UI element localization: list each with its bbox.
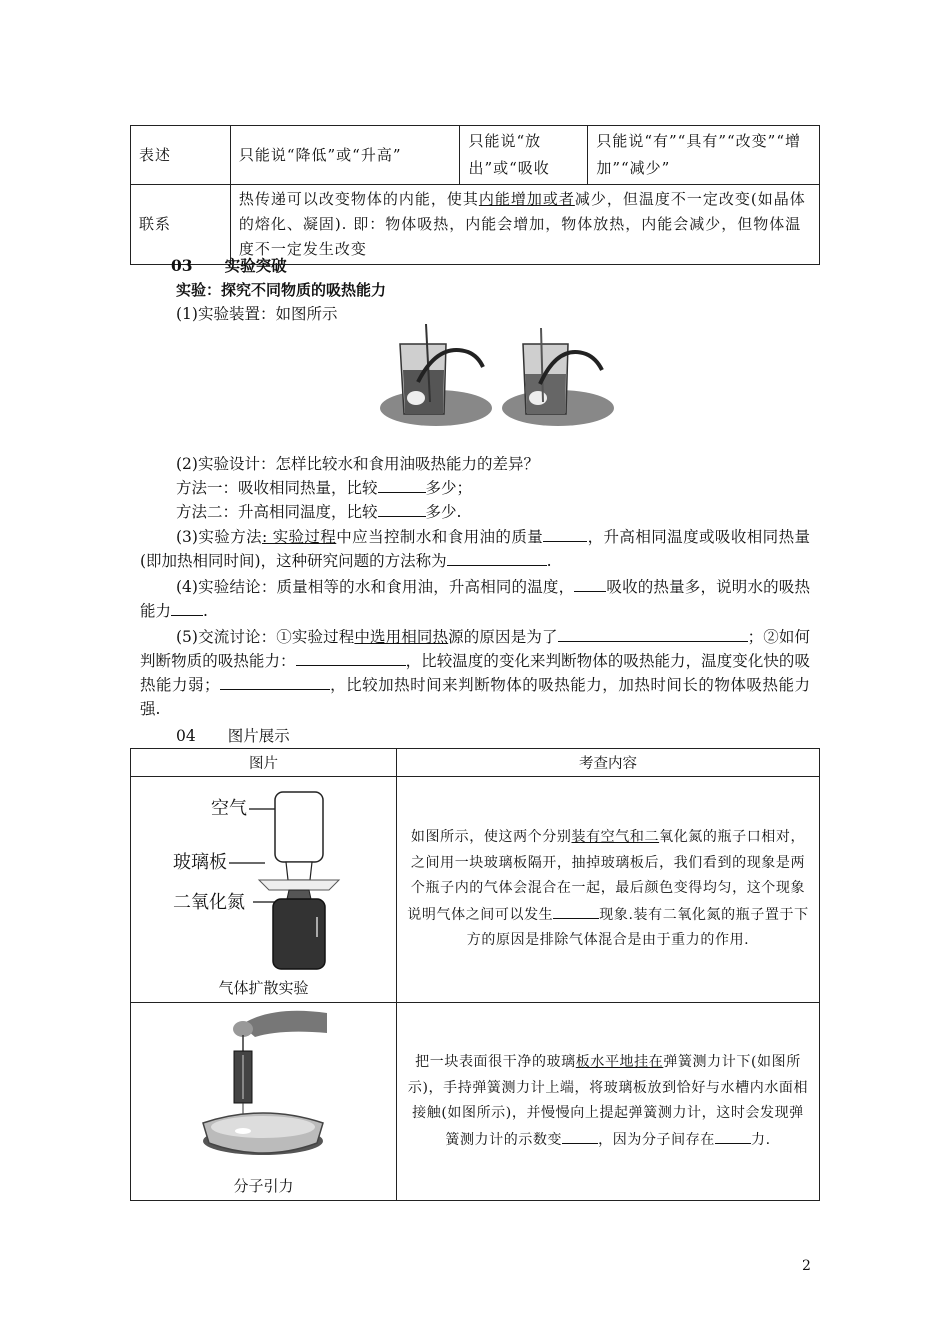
table-row [131,185,820,265]
relation-text: 热传递可以改变物体的内能，使其内能增加或者减少，但温度不一定改变(如晶体的熔化、凝固). 即：物体吸热，内能会增加，物体放热，内能会减少，但物体温度不一定发生改变 [230,185,819,265]
attraction-description: 把一块表面很干净的玻璃板水平地挂在弹簧测力计下(如图所示)，手持弹簧测力计上端，将玻璃板放到恰好与水槽内水面相接触(如图所示)，并慢慢向上提起弹簧测力计，这时会发现弹簧测力计的示数变 ，因为分子间存在 力. [396,1003,819,1201]
cell-internal-energy: 只能说“有”“具有”“改变”“增加”“减少” [588,126,820,185]
answer-blank [171,599,203,616]
answer-blank [447,549,547,566]
method-1: 方法一：吸收相同热量，比较 多少； [176,476,472,500]
table-row [131,1003,820,1201]
row-label-relation: 联系 [131,185,231,265]
header-image: 图片 [131,749,397,777]
label-nitrogen-dioxide: 二氧化氮 [173,892,245,913]
row-label-expression: 表述 [131,126,231,185]
answer-blank [562,1127,598,1144]
image-table [130,748,820,1201]
item-4: (4)实验结论：质量相等的水和食用油，升高相同的温度， 吸收的热量多，说明水的吸热能力 . [140,575,810,623]
cell-temperature: 只能说“降低”或“升高” [230,126,460,185]
item-5: (5)交流讨论：①实验过程中选用相同热源的原因是为了 ；②如何判断物质的吸热能力： ，比较温度的变化来判断物体的吸热能力，温度变化快的吸热能力弱； ，比较加热时间来判断物体的吸热能力，加热时间长的物体吸热能力强. [140,625,810,721]
comparison-table [130,125,820,265]
table-row [131,777,820,1003]
table-header-row [131,749,820,777]
answer-blank [378,500,426,517]
diffusion-image-cell [131,777,397,1003]
diffusion-description: 如图所示，使这两个分别装有空气和二氧化氮的瓶子口相对，之间用一块玻璃板隔开，抽掉玻璃板后，我们看到的现象是两个瓶子内的气体会混合在一起，最后颜色变得均匀，这个现象说明气体之间可以发生 现象.装有二氧化氮的瓶子置于下方的原因是排除气体混合是由于重力的作用. [396,777,819,1003]
answer-blank [574,575,606,592]
answer-blank [715,1127,751,1144]
item-1: (1)实验装置：如图所示 [176,305,338,323]
section-heading: 04 图片展示 [176,727,290,745]
gas-diffusion-image [131,777,395,973]
attraction-image-cell [131,1003,397,1201]
answer-blank [296,649,406,666]
beaker-apparatus-image [378,322,618,432]
method-2: 方法二：升高相同温度，比较 多少. [176,500,461,524]
answer-blank [543,525,587,542]
answer-blank [558,625,748,642]
table-row [131,126,820,185]
experiment-title: 实验：探究不同物质的吸热能力 [176,281,387,299]
label-air: 空气 [211,798,247,819]
item-2: (2)实验设计：怎样比较水和食用油吸热能力的差异？ [176,455,539,473]
molecular-attraction-image [131,1003,395,1173]
item-3: (3)实验方法: 实验过程中应当控制水和食用油的质量 ，升高相同温度或吸收相同热量(即加热相同时间)，这种研究问题的方法称为 . [140,525,810,573]
label-glass-plate: 玻璃板 [173,852,227,873]
answer-blank [553,902,599,919]
page-number: 2 [802,1258,811,1274]
diffusion-caption: 气体扩散实验 [218,979,309,997]
attraction-caption: 分子引力 [233,1177,294,1195]
answer-blank [378,476,426,493]
section-heading: 03 实验突破 [171,256,287,275]
header-content: 考查内容 [396,749,819,777]
cell-heat: 只能说“放出”或“吸收 [460,126,588,185]
answer-blank [220,673,330,690]
